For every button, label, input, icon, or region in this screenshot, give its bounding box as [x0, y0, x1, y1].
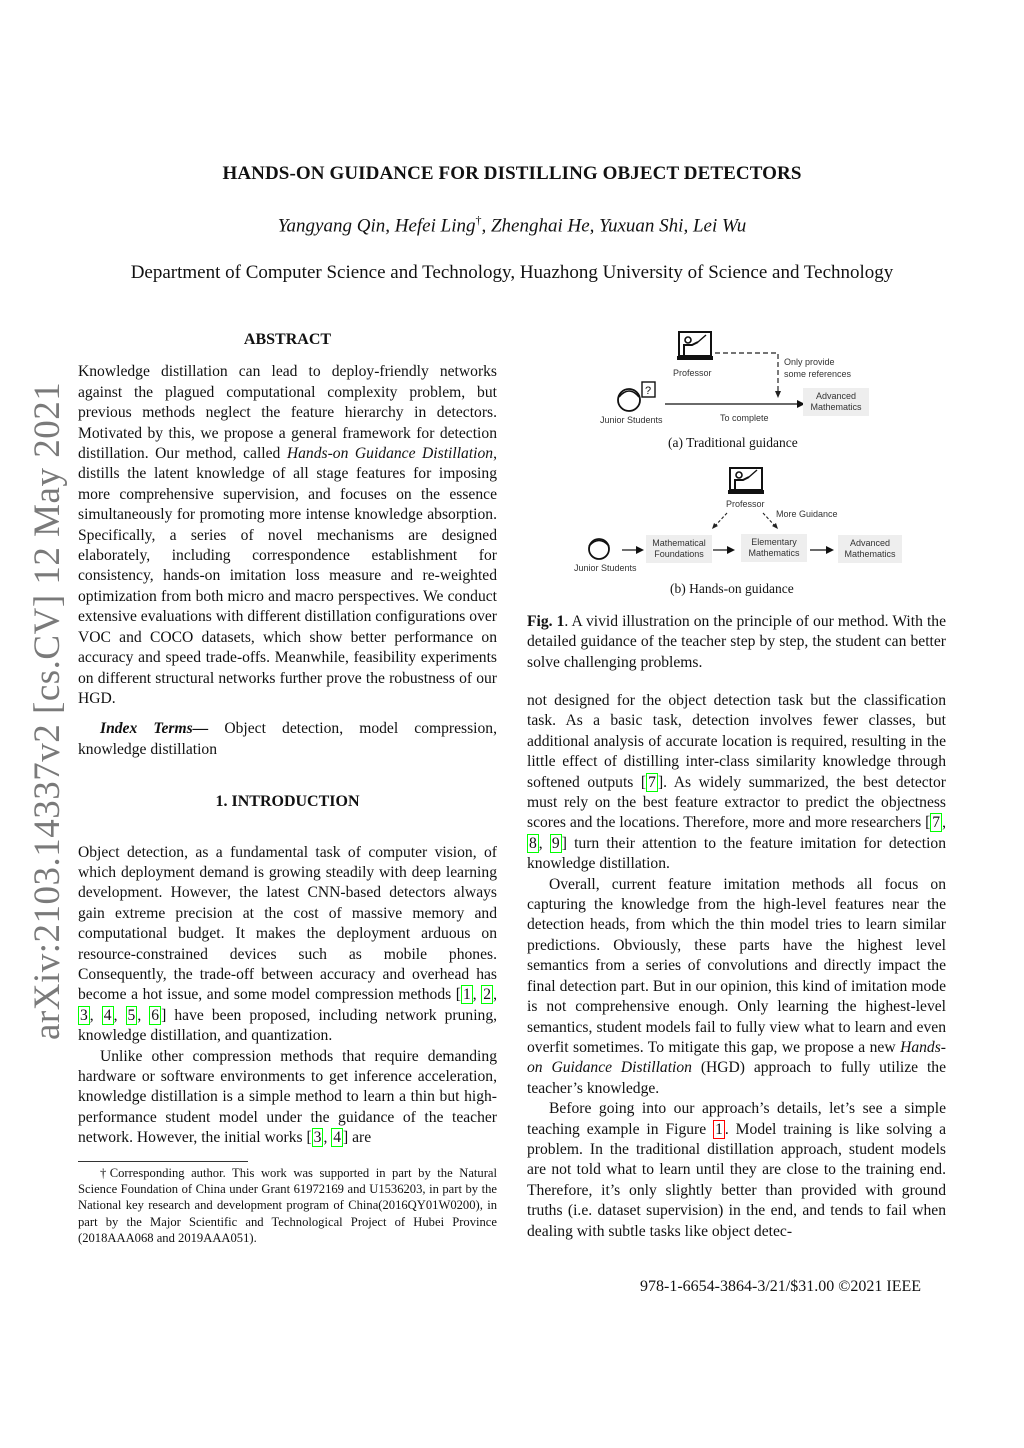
citation-link[interactable]: 7 [648, 773, 656, 791]
citation-link[interactable]: 1 [463, 986, 471, 1004]
citation-link[interactable]: 4 [103, 1006, 112, 1024]
label-line: some references [784, 369, 852, 379]
abstract-text-b: , distills the latent knowledge of all stage features for imposing more comprehensive supervision, and focuses on the essence simultaneously for promoting more intense knowledge absorption. Specifically, a series of novel mechanisms are designed elaborately, including correspondence establishment for consistency, hands-on imitation loss measure and re-weighted optimization from both micro and macro perspectives. We conduct extensive evaluations with different distillation configurations over VOC and COCO datasets, which show better performance on accuracy and speed trade-offs. Meanwhile, feasibility experiments on different structural networks further prove the robustness of our HGD. [78, 445, 497, 707]
intro-heading: 1. INTRODUCTION [215, 793, 360, 811]
citation-link[interactable]: 4 [333, 1129, 342, 1147]
figure-1 [560, 325, 940, 605]
citation-link[interactable]: 3 [80, 1006, 88, 1024]
text: Before going into our approach’s details, let’s see a simple teaching example in Figure [527, 1100, 946, 1138]
box-line: Mathematical [652, 538, 706, 548]
svg-text:?: ? [645, 385, 652, 397]
elementary-math-box [741, 534, 807, 562]
figure-caption [527, 612, 946, 673]
advanced-math-box [838, 535, 902, 563]
affiliation: Department of Computer Science and Technology, Huazhong University of Science and Technology [130, 262, 894, 283]
method-name: Hands-on Guidance Distillation [286, 445, 494, 463]
index-terms-label: Index Terms— [100, 720, 209, 738]
citation-link[interactable]: 5 [127, 1006, 136, 1024]
arrow [713, 545, 735, 555]
citation-link[interactable]: 3 [313, 1129, 322, 1147]
abstract-text-a: Knowledge distillation can lead to deploy-friendly networks against the plagued computational complexity problem, but previous methods neglect the feature hierarchy in detectors. Motivated by this, we propose a general framework for detection distillation. Our method, called [78, 363, 497, 463]
text: Object detection, as a fundamental task of computer vision, of which deployment demand is growing steadily with deep learning development. However, the latest CNN-based detectors always gain extreme precision at the cost of massive memory and computational budget. It makes the deployment arduous on resource-constrained devices such as mobile phones. Consequently, the trade-off between accuracy and overhead has become a hot issue, and some model compression methods [ [78, 843, 497, 1004]
intro-paragraph-2: Unlike other compression methods that require demanding hardware or software environments to get inference acceleration, knowledge distillation is a simple method to learn a thin but high-performance student model under the guidance of the teacher network. However, the initial works [ 3 , 4 ] are [78, 1047, 497, 1147]
junior-student-icon [615, 380, 661, 414]
authors-text: , Zhenghai He, Yuxuan Shi, Lei Wu [481, 215, 747, 237]
footnote-divider [78, 1161, 248, 1162]
label-line: Only provide [784, 357, 835, 367]
right-paragraph-2 [527, 875, 946, 1099]
junior-students-label: Junior Students [574, 563, 637, 573]
citation-link[interactable]: 2 [483, 986, 492, 1004]
citation-link[interactable]: 7 [932, 814, 941, 832]
arxiv-stamp: arXiv:2103.14337v2 [cs.CV] 12 May 2021 [27, 381, 68, 1040]
arrow [810, 545, 834, 555]
box-line: Mathematics [844, 549, 896, 559]
intro-paragraph-1: Object detection, as a fundamental task of computer vision, of which deployment demand is growing steadily with deep learning development. However, the latest CNN-based detectors always gain extreme precision at the cost of massive memory and computational budget. It makes the deployment arduous on resource-constrained devices such as mobile phones. Consequently, the trade-off between accuracy and overhead has become a hot issue, and some model compression methods [ 1 , 2 , 3 , 4 , 5 , 6 ] have been proposed, including network pruning, knowledge distillation, and quantization. [78, 843, 498, 1045]
professor-board-icon [677, 330, 713, 362]
caption-body: . A vivid illustration on the principle of our method. With the detailed guidance of the teacher step by step, the student can better solve challenging problems. [527, 613, 946, 671]
box-line: Foundations [654, 549, 704, 559]
professor-board-icon [728, 466, 764, 496]
text: Overall, current feature imitation methods all focus on capturing the knowledge from the high-level features near the detection heads, from which the thin model tries to learn similar predictions. Obviously, these parts have the highest level semantics from a series of convolutions and directly impact the final detection part. But in our opinion, this kind of imitation mode is not comprehensive enough. Only learning the highest-level semantics, student models fail to fully view what to learn and even overfit sometimes. To mitigate this gap, we propose a new [527, 875, 946, 1056]
text: ] turn their attention to the feature imitation for detection knowledge distillation. [527, 834, 946, 873]
subcaption-a: (a) Traditional guidance [668, 435, 798, 450]
abstract-text [78, 362, 497, 709]
abstract-heading: ABSTRACT [243, 331, 332, 348]
professor-label: Professor [726, 499, 765, 509]
citation-link[interactable]: 9 [551, 834, 560, 852]
box-line: Mathematics [810, 402, 862, 412]
isbn-copyright: 978-1-6654-3864-3/21/$31.00 ©2021 IEEE [640, 1278, 922, 1295]
junior-students-label: Junior Students [600, 415, 663, 425]
dashed-arrow-left [710, 511, 730, 531]
advanced-math-box [803, 388, 869, 416]
right-paragraph-3 [527, 1099, 946, 1242]
index-terms [78, 719, 497, 760]
arrow [622, 545, 644, 555]
text: . Model training is like solving a problem. In the traditional distillation approach, student models are not told what to learn until they are close to the training end. Therefore, it’s only slightly better than provided with ground truths (i.e. dataset supervision) in the end, and tends to fail when dealing with subtle tasks like object detec- [527, 1120, 946, 1240]
index-terms-text: Object detection, model compression, knowledge distillation [78, 720, 498, 758]
only-provide-label [784, 356, 851, 380]
method-name: Hands-on Guidance Distillation [527, 1038, 946, 1077]
box-line: Advanced [849, 538, 891, 548]
right-paragraph-1: not designed for the object detection task but the classification task. As a basic task, detection involves fewer classes, but additional analysis of accurate location is required, resulting in the little effect of distilling inter-class similarity knowledge through softened outputs [ 7 ]. As widely summarized, the best detector must rely on the best feature extractor to predict the objectness scores and the locations. Therefore, more and more researchers [ 7 , 8 , 9 ] turn their attention to the feature imitation for detection knowledge distillation. [527, 692, 946, 873]
more-guidance-label: More Guidance [776, 509, 838, 519]
junior-student-icon [585, 535, 613, 561]
footnote: †Corresponding author. This work was supported in part by the Natural Science Foundation of China under Grant 61972169 and U1536203, in part by the National key research and development program of China(2016QY01W0200), in part by the Major Scientific and Technological Project of Hubei Province (2018AAA068 and 2019AAA051). [78, 1165, 497, 1246]
dashed-arrow [715, 350, 785, 400]
right-column [527, 691, 946, 1242]
box-line: Advanced [815, 391, 857, 401]
box-line: Elementary [751, 537, 797, 547]
citation-link[interactable]: 8 [529, 834, 537, 852]
authors-text: Yangyang Qin, Hefei Ling [277, 215, 476, 237]
caption-text [527, 612, 946, 673]
to-complete-label: To complete [720, 413, 769, 423]
professor-label: Professor [673, 368, 712, 378]
text: (HGD) approach to fully utilize the teacher’s knowledge. [527, 1059, 946, 1097]
text: ] are [343, 1129, 372, 1147]
dagger-mark: † [475, 213, 482, 227]
subcaption-b: (b) Hands-on guidance [670, 581, 794, 596]
math-foundations-box [646, 535, 712, 563]
text: ]. As widely summarized, the best detector must rely on the best feature extractor to predict the objectness scores and the locations. Therefore, more and more researchers [ [527, 773, 946, 832]
left-column [78, 330, 497, 1247]
caption-label: Fig. 1 [527, 613, 565, 630]
paper-title: HANDS-ON GUIDANCE FOR DISTILLING OBJECT DETECTORS [222, 163, 802, 184]
text: ] have been proposed, including network pruning, knowledge distillation, and quantization. [78, 1006, 498, 1045]
box-line: Mathematics [748, 548, 800, 558]
text: not designed for the object detection task but the classification task. As a basic task, detection involves fewer classes, but additional analysis of accurate location is required, resulting in the little effect of distilling inter-class similarity knowledge through softened outputs [ [527, 692, 946, 791]
figure-link[interactable]: 1 [715, 1120, 723, 1138]
author-list [0, 213, 1024, 237]
text: Unlike other compression methods that require demanding hardware or software environments to get inference acceleration, knowledge distillation is a simple method to learn a thin but high-performance student model under the guidance of the teacher network. However, the initial works [ [78, 1047, 497, 1147]
solid-arrow [665, 399, 805, 409]
citation-link[interactable]: 6 [151, 1006, 160, 1024]
